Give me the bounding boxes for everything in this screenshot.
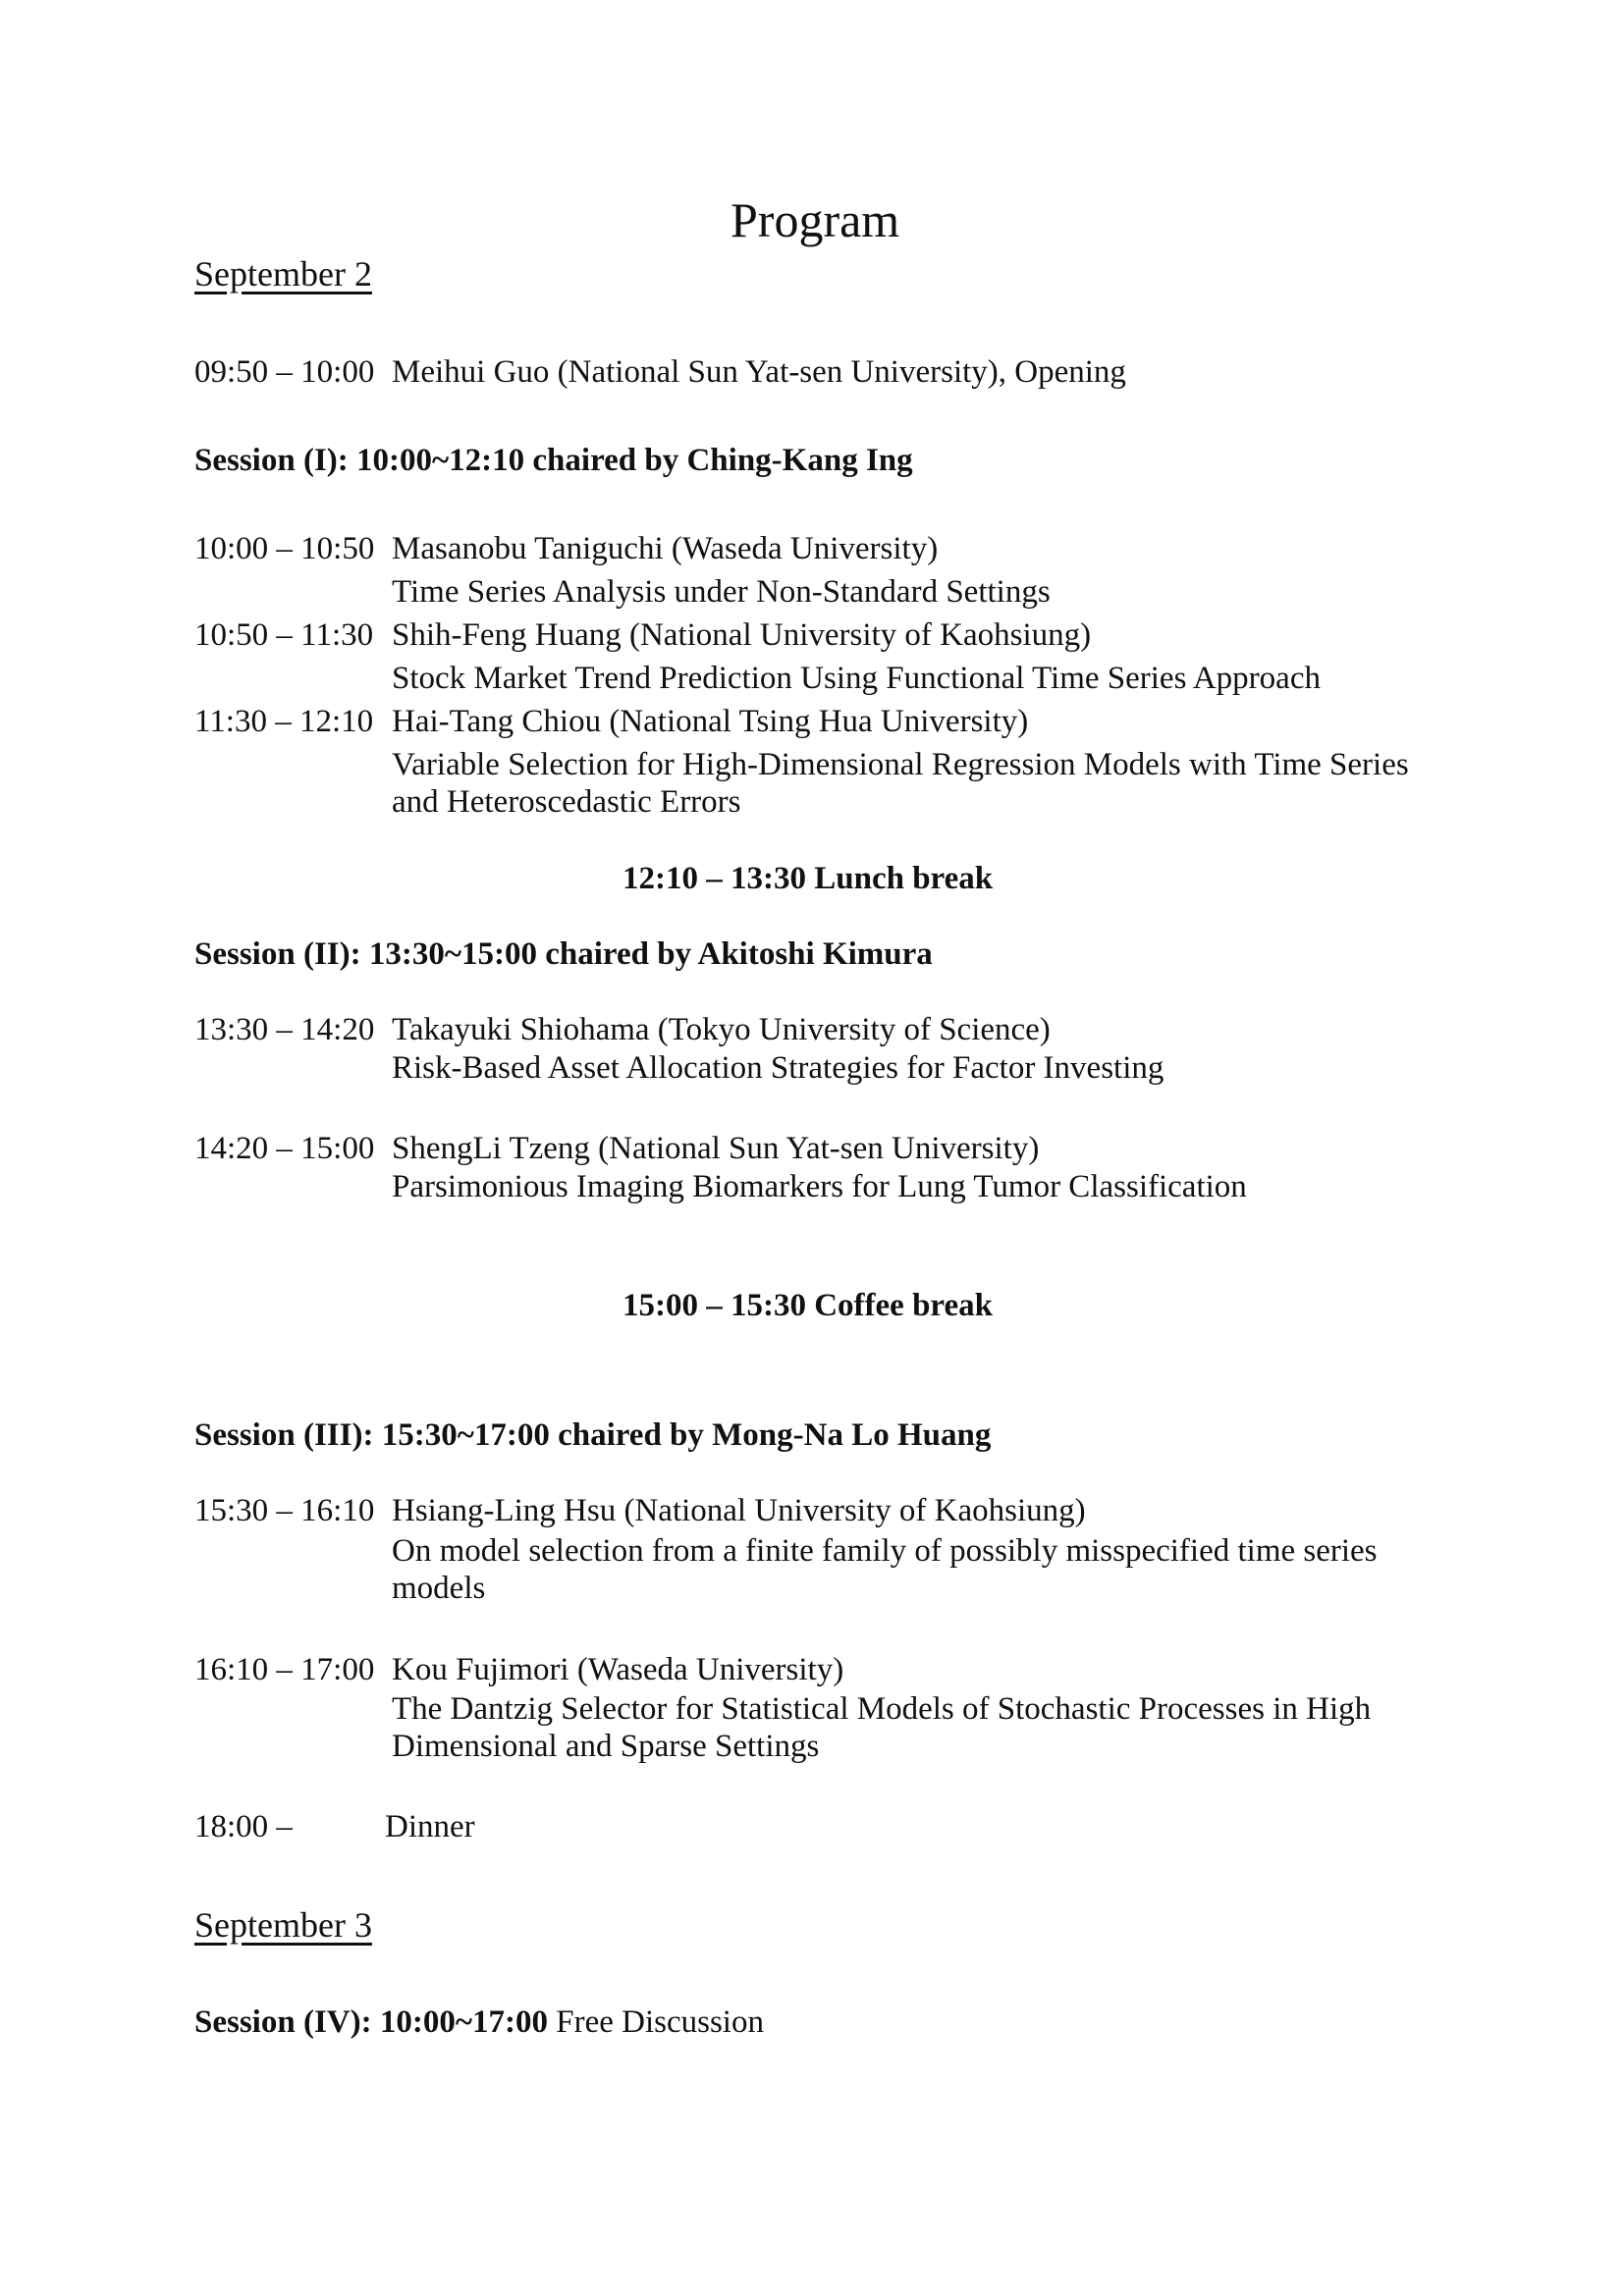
talk-speaker: ShengLi Tzeng (National Sun Yat-sen University) (392, 1131, 1040, 1166)
coffee-break: 15:00 – 15:30 Coffee break (623, 1288, 993, 1323)
dinner-label: Dinner (385, 1809, 475, 1844)
talk-time: 16:10 – 17:00 (194, 1652, 375, 1687)
talk-time: 10:50 – 11:30 (194, 617, 374, 653)
dinner-time: 18:00 – (194, 1809, 293, 1844)
lunch-break: 12:10 – 13:30 Lunch break (623, 861, 994, 896)
talk-speaker: Masanobu Taniguchi (Waseda University) (392, 531, 939, 566)
talk-time: 15:30 – 16:10 (194, 1493, 375, 1528)
talk-speaker: Hsiang-Ling Hsu (National University of Kaohsiung) (392, 1493, 1086, 1528)
session-iv-line (194, 2003, 764, 2041)
talk-title-continued: and Heteroscedastic Errors (392, 784, 741, 820)
opening-text: Meihui Guo (National Sun Yat-sen University), Opening (392, 354, 1126, 390)
talk-speaker: Shih-Feng Huang (National University of Kaohsiung) (392, 617, 1092, 653)
talk-time: 14:20 – 15:00 (194, 1131, 375, 1166)
talk-speaker: Takayuki Shiohama (Tokyo University of Science) (392, 1012, 1051, 1047)
day-heading-sep2: September 2 (194, 254, 372, 294)
session-iv-label: Session (IV): 10:00~17:00 (194, 2004, 548, 2040)
session-heading: Session (II): 13:30~15:00 chaired by Akitoshi Kimura (194, 936, 933, 972)
session-iv-text: Free Discussion (548, 2004, 764, 2040)
page-title: Program (731, 192, 900, 247)
talk-time: 13:30 – 14:20 (194, 1012, 375, 1047)
talk-time: 11:30 – 12:10 (194, 704, 374, 739)
talk-speaker: Kou Fujimori (Waseda University) (392, 1652, 844, 1687)
talk-time: 10:00 – 10:50 (194, 531, 375, 566)
talk-speaker: Hai-Tang Chiou (National Tsing Hua University) (392, 704, 1029, 739)
talk-title-continued: models (392, 1571, 486, 1606)
talk-title: Time Series Analysis under Non-Standard Settings (392, 574, 1051, 610)
session-heading: Session (III): 15:30~17:00 chaired by Mong-Na Lo Huang (194, 1417, 992, 1453)
talk-title: Stock Market Trend Prediction Using Functional Time Series Approach (392, 661, 1321, 696)
talk-title: Parsimonious Imaging Biomarkers for Lung Tumor Classification (392, 1169, 1247, 1204)
opening-time: 09:50 – 10:00 (194, 354, 375, 390)
session-heading: Session (I): 10:00~12:10 chaired by Ching-Kang Ing (194, 443, 913, 478)
day-heading-sep3: September 3 (194, 1905, 372, 1945)
talk-title: On model selection from a finite family of possibly misspecified time series (392, 1533, 1378, 1569)
talk-title: The Dantzig Selector for Statistical Models of Stochastic Processes in High (392, 1691, 1372, 1727)
talk-title-continued: Dimensional and Sparse Settings (392, 1729, 820, 1764)
talk-title: Risk-Based Asset Allocation Strategies for Factor Investing (392, 1050, 1164, 1086)
talk-title: Variable Selection for High-Dimensional Regression Models with Time Series (392, 747, 1409, 782)
